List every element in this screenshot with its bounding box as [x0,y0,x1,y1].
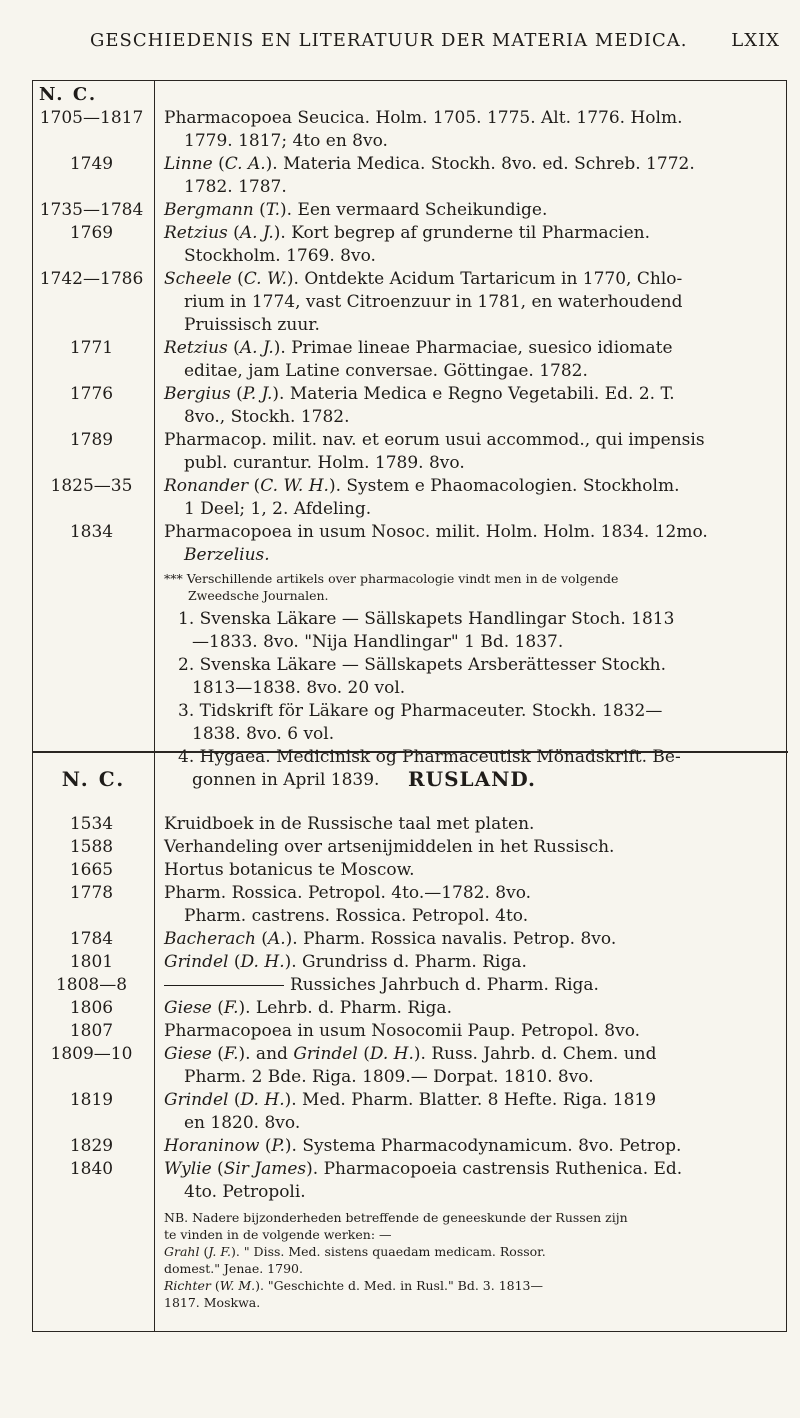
sweden-note-line: Zweedsche Journalen. [188,588,329,603]
sw-entry [164,222,779,268]
ru-entry-line: Pharm. Rossica. Petropol. 4to.—1782. 8vo. [164,883,532,903]
ru-entry [164,1043,779,1089]
sw-entry-line: Pharmacopoea Seucica. Holm. 1705. 1775. Alt. 1776. Holm. [164,108,683,128]
sw-entry-line: 1 Deel; 1, 2. Afdeling. [184,499,372,519]
ru-year: 1778 [69,883,114,903]
journal-line: 1813—1838. 8vo. 20 vol. [192,678,406,698]
ru-entry-line: Giese (F.). Lehrb. d. Pharm. Riga. [164,998,452,1018]
table-frame [32,80,787,1332]
sw-entry [164,199,779,222]
sw-entry-line: 8vo., Stockh. 1782. [184,407,350,427]
russia-note-line: Grahl (J. F.). " Diss. Med. sistens quaedam medicam. Rossor. [164,1244,546,1259]
sw-year: 1742—1786 [39,269,144,289]
page-number: LXIX [731,30,780,51]
russia-note-line: domest." Jenae. 1790. [164,1261,303,1276]
journal-line: 4. Hygaea. Medicinisk og Pharmaceutisk Mönadskrift. Be- [178,747,681,767]
ru-entry [164,1089,779,1135]
journal-item [164,700,779,746]
sw-year: 1776 [69,384,114,404]
ru-entry [164,974,779,997]
sweden-column-header: N. C. [39,84,98,105]
journal-line: gonnen in April 1839. [192,770,380,790]
page-title: GESCHIEDENIS EN LITERATUUR DER MATERIA MEDICA. [90,30,688,51]
sweden-note [164,570,779,604]
sw-entry [164,521,779,567]
ru-entry-line: Hortus botanicus te Moscow. [164,860,415,880]
russia-note-line: Richter (W. M.). "Geschichte d. Med. in Rusl." Bd. 3. 1813— [164,1278,544,1293]
sw-entry-line: 1779. 1817; 4to en 8vo. [184,131,388,151]
ditto-rule [164,985,284,986]
ru-entry-line: Pharm. castrens. Rossica. Petropol. 4to. [184,906,529,926]
journal-line: 1838. 8vo. 6 vol. [192,724,335,744]
sw-year: 1769 [69,223,114,243]
sw-entry [164,337,779,383]
sweden-journal-list [164,608,779,792]
sw-entry-line: Pruissisch zuur. [184,315,320,335]
sw-entry-line: Scheele (C. W.). Ontdekte Acidum Tartaricum in 1770, Chlo- [164,269,683,289]
sw-entry [164,153,779,199]
ru-year: 1829 [69,1136,114,1156]
russia-note-line: NB. Nadere bijzonderheden betreffende de geneeskunde der Russen zijn [164,1210,628,1225]
ru-entry-line: 4to. Petropoli. [184,1182,306,1202]
sw-entry-line: publ. curantur. Holm. 1789. 8vo. [184,453,465,473]
ru-entry [164,813,779,836]
ru-entry [164,1158,779,1204]
sw-entry [164,383,779,429]
journal-line: 2. Svenska Läkare — Sällskapets Arsberättesser Stockh. [178,655,667,675]
russia-title: RUSLAND. [408,767,536,791]
sw-entry-line: editae, jam Latine conversae. Göttingae. 1782. [184,361,588,381]
sw-entry [164,268,779,337]
ru-entry-line: Verhandeling over artsenijmiddelen in het Russisch. [164,837,615,857]
sw-year: 1825—35 [50,476,133,496]
column-divider-sweden [154,81,155,751]
ru-year: 1809—10 [50,1044,133,1064]
ru-entry [164,859,779,882]
sw-year: 1789 [69,430,114,450]
ru-entry-line: Grindel (D. H.). Grundriss d. Pharm. Riga. [164,952,527,972]
sw-entry-line: Pharmacopoea in usum Nosoc. milit. Holm. Holm. 1834. 12mo. [164,522,708,542]
sweden-note-line: *** Verschillende artikels over pharmacologie vindt men in de volgende [164,571,619,586]
ru-year: 1784 [69,929,114,949]
sw-entry-line: 1782. 1787. [184,177,287,197]
ru-entry-line: Kruidboek in de Russische taal met platen. [164,814,535,834]
sw-entry-line: Stockholm. 1769. 8vo. [184,246,376,266]
ru-entry-line: Bacherach (A.). Pharm. Rossica navalis. Petrop. 8vo. [164,929,617,949]
journal-line: —1833. 8vo. "Nija Handlingar" 1 Bd. 1837. [192,632,564,652]
ru-entry [164,1020,779,1043]
ru-year: 1806 [69,998,114,1018]
ru-entry [164,997,779,1020]
sw-entry-line: Bergius (P. J.). Materia Medica e Regno Vegetabili. Ed. 2. T. [164,384,675,404]
sw-entry-line: Ronander (C. W. H.). System e Phaomacologien. Stockholm. [164,476,680,496]
russia-note-line: 1817. Moskwa. [164,1295,261,1310]
sw-entry-line: Pharmacop. milit. nav. et eorum usui accommod., qui impensis [164,430,705,450]
ru-entry [164,1135,779,1158]
column-divider-russia [154,753,155,1331]
ru-entry-line: Russiches Jahrbuch d. Pharm. Riga. [164,974,779,997]
ru-entry [164,951,779,974]
ru-year: 1808—8 [55,975,128,995]
sw-entry-line: Retzius (A. J.). Kort begrep af grunderne til Pharmacien. [164,223,650,243]
journal-item [164,608,779,654]
sweden-entries [164,84,779,792]
journal-line: 3. Tidskrift för Läkare og Pharmaceuter. Stockh. 1832— [178,701,663,721]
sw-entry-line: Bergmann (T.). Een vermaard Scheikundige. [164,200,548,220]
ru-year: 1807 [69,1021,114,1041]
sw-entry [164,475,779,521]
ru-entry [164,928,779,951]
ru-entry-line: Grindel (D. H.). Med. Pharm. Blatter. 8 Hefte. Riga. 1819 [164,1090,657,1110]
russia-note-line: te vinden in de volgende werken: — [164,1227,392,1242]
sw-year: 1705—1817 [39,108,144,128]
ru-year: 1534 [69,814,114,834]
sw-entry [164,107,779,153]
sw-entry-line: Retzius (A. J.). Primae lineae Pharmaciae, suesico idiomate [164,338,673,358]
russia-column-header: N. C. [61,767,126,791]
ru-entry-line: Horaninow (P.). Systema Pharmacodynamicum. 8vo. Petrop. [164,1136,682,1156]
russia-note [164,1209,779,1311]
section-divider [33,751,788,753]
ru-entry-line: Wylie (Sir James). Pharmacopoeia castrensis Ruthenica. Ed. [164,1159,683,1179]
sw-entry-line: Linne (C. A.). Materia Medica. Stockh. 8vo. ed. Schreb. 1772. [164,154,695,174]
ru-entry [164,882,779,928]
sw-entry-line: Berzelius. [184,545,270,565]
ru-year: 1801 [69,952,114,972]
sw-entry [164,429,779,475]
ru-entry-line: Giese (F.). and Grindel (D. H.). Russ. Jahrb. d. Chem. und [164,1044,657,1064]
russia-entries [164,813,779,1311]
sw-year: 1749 [69,154,114,174]
journal-line: 1. Svenska Läkare — Sällskapets Handlingar Stoch. 1813 [178,609,675,629]
sw-year: 1735—1784 [39,200,144,220]
ru-entry-line: en 1820. 8vo. [184,1113,301,1133]
sw-year: 1771 [69,338,114,358]
ru-entry-line: Pharm. 2 Bde. Riga. 1809.— Dorpat. 1810. 8vo. [184,1067,594,1087]
sw-year: 1834 [69,522,114,542]
ru-year: 1588 [69,837,114,857]
russia-years [33,813,150,1204]
journal-item [164,654,779,700]
ru-entry [164,836,779,859]
ru-entry-line: Pharmacopoea in usum Nosocomii Paup. Petropol. 8vo. [164,1021,641,1041]
ru-year: 1819 [69,1090,114,1110]
sweden-years [33,84,150,567]
ru-year: 1840 [69,1159,114,1179]
ru-year: 1665 [69,860,114,880]
sw-entry-line: rium in 1774, vast Citroenzuur in 1781, en waterhoudend [184,292,683,312]
